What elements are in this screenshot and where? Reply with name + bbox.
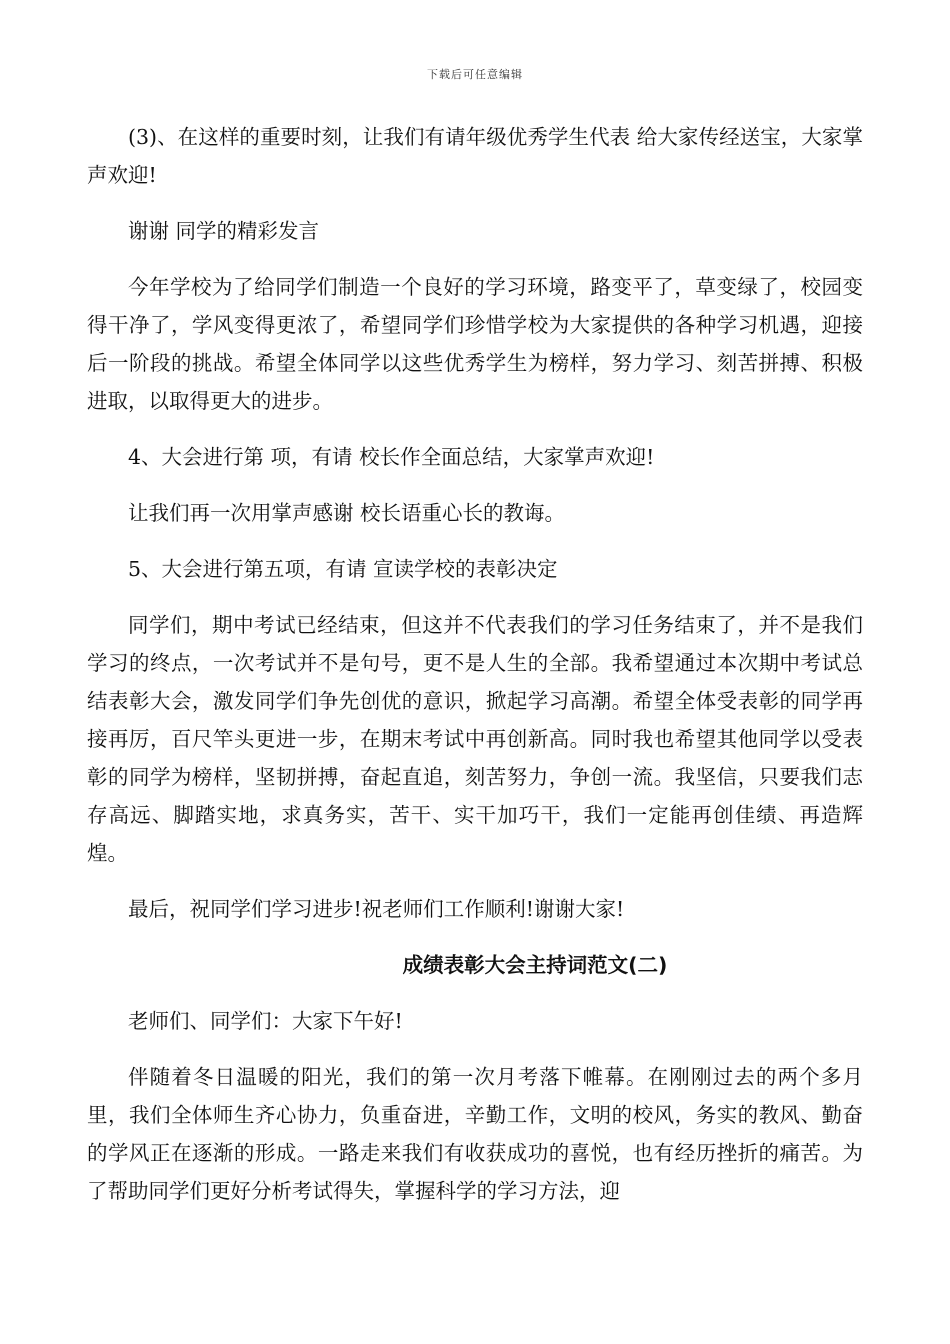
paragraph: 5、大会进行第五项，有请 宣读学校的表彰决定: [128, 557, 558, 581]
paragraph: 谢谢 同学的精彩发言: [128, 219, 320, 243]
paragraph: 最后，祝同学们学习进步!祝老师们工作顺利!谢谢大家!: [128, 897, 625, 921]
paragraph: 同学们，期中考试已经结束，但这并不代表我们的学习任务结束了，并不是我们学习的终点，一次考试并不是句号，更不是人生的全部。我希望通过本次期中考试总结表彰大会，激发同学们争先创优的意识，掀起学习高潮。希望全体受表彰的同学再接再厉，百尺竿头更进一步，在期末考试中再创新高。同时我也希望其他同学以受表彰的同学为榜样，坚韧拼搏，奋起直追，刻苦努力，争创一流。我坚信，只要我们志存高远、脚踏实地，求真务实，苦干、实干加巧干，我们一定能再创佳绩、再造辉煌。: [87, 613, 863, 865]
paragraph: 今年学校为了给同学们制造一个良好的学习环境，路变平了，草变绿了，校园变得干净了，学风变得更浓了，希望同学们珍惜学校为大家提供的各种学习机遇，迎接后一阶段的挑战。希望全体同学以这些优秀学生为榜样，努力学习、刻苦拼搏、积极进取，以取得更大的进步。: [87, 275, 863, 413]
page-header: 下载后可任意编辑: [427, 68, 523, 81]
paragraph: 4、大会进行第 项，有请 校长作全面总结，大家掌声欢迎!: [128, 445, 655, 469]
paragraph: 伴随着冬日温暖的阳光，我们的第一次月考落下帷幕。在刚刚过去的两个多月里，我们全体师生齐心协力，负重奋进，辛勤工作，文明的校风，务实的教风、勤奋的学风正在逐渐的形成。一路走来我们有收获成功的喜悦，也有经历挫折的痛苦。为了帮助同学们更好分析考试得失，掌握科学的学习方法，迎: [87, 1065, 863, 1203]
paragraph: 老师们、同学们：大家下午好!: [128, 1009, 403, 1033]
paragraph: 让我们再一次用掌声感谢 校长语重心长的教诲。: [128, 501, 566, 525]
section-title: 成绩表彰大会主持词范文(二): [402, 953, 668, 977]
paragraph: (3)、在这样的重要时刻，让我们有请年级优秀学生代表 给大家传经送宝，大家掌声欢迎!: [87, 125, 863, 187]
document-body: [87, 118, 863, 1228]
